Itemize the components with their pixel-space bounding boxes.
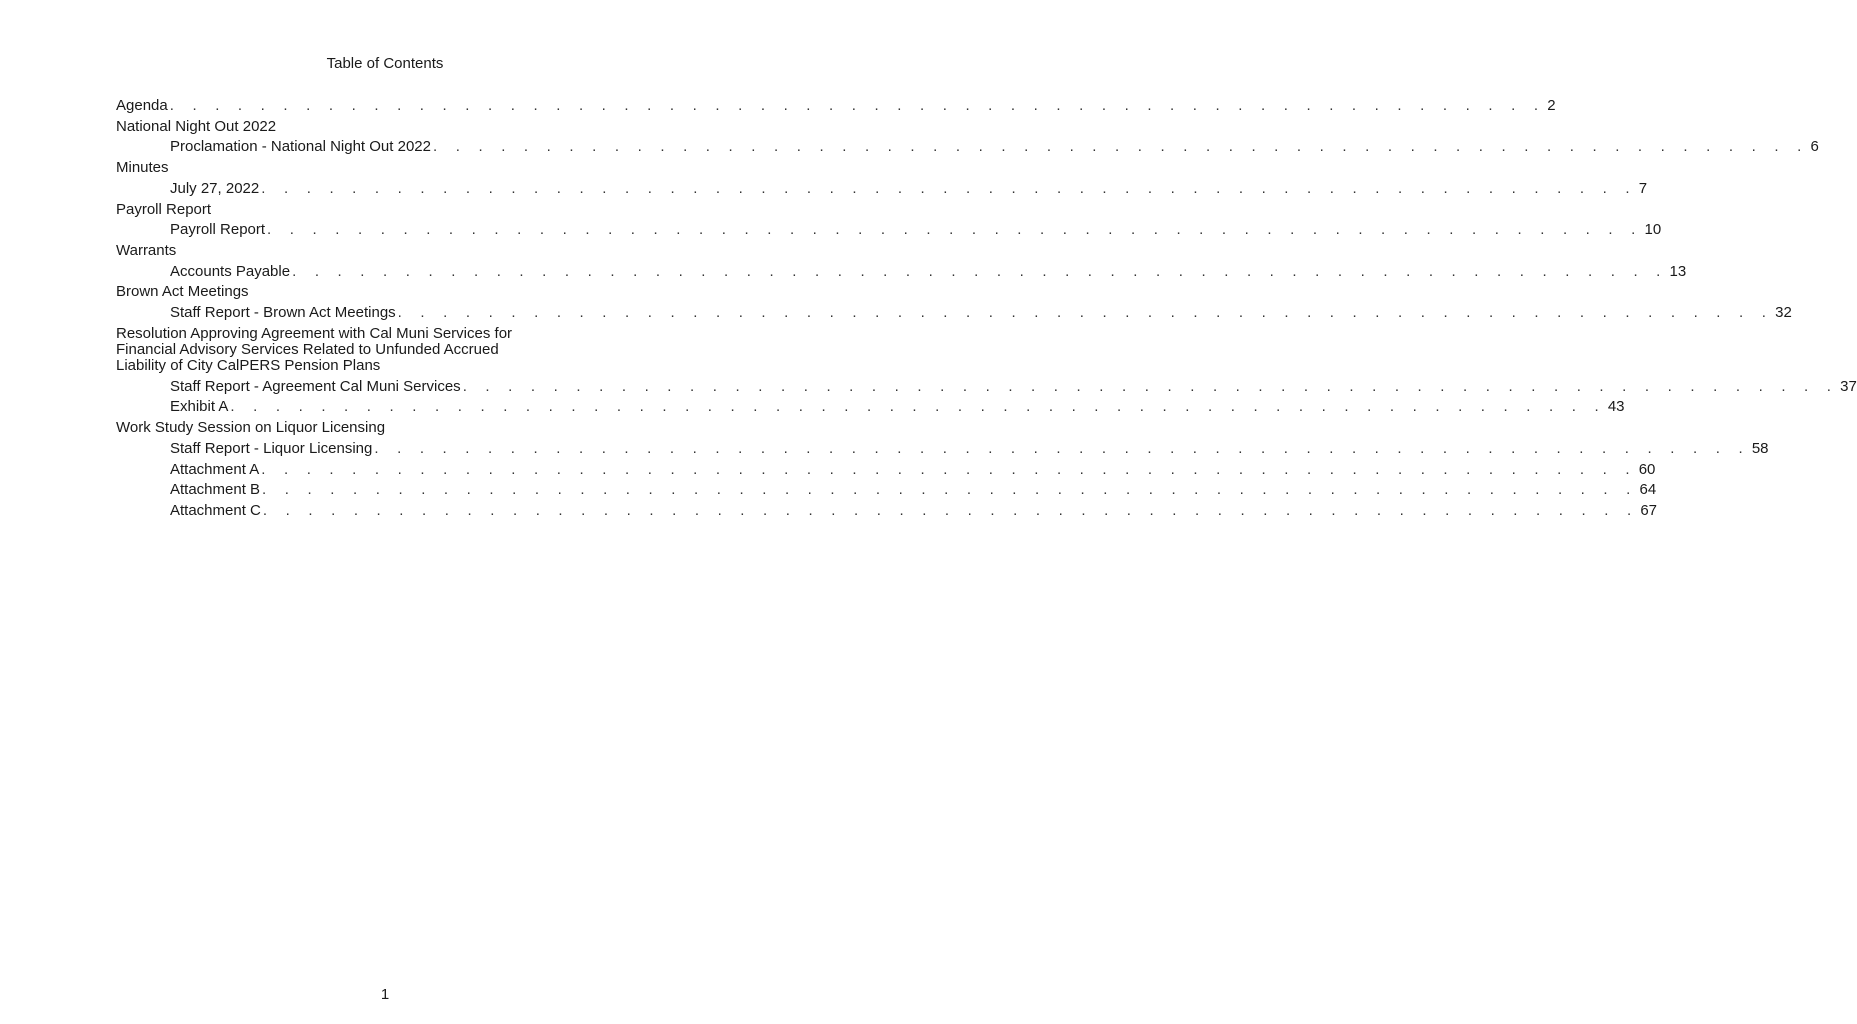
toc-section-heading: National Night Out 2022 xyxy=(116,117,277,135)
toc-section-heading: Minutes xyxy=(116,159,169,177)
dot-leader: . . . . . . . . . . . . . . . . . . . . . . . . . . . . . . . . . . . . . . . . . . . . . . . . . . . . . . . . . . . . . xyxy=(169,97,1546,114)
dot-leader: . . . . . . . . . . . . . . . . . . . . . . . . . . . . . . . . . . . . . . . . . . . . . . . . . . . . . . . . . . . . . xyxy=(292,262,1668,280)
toc-entry-label: Accounts Payable xyxy=(170,262,291,280)
dot-leader: . . . . . . . . . . . . . . . . . . . . . . . . . . . . . . . . . . . . . . . . . . . . . . . . . . . . . . . . . . . . . xyxy=(230,398,1606,416)
dot-leader: . . . . . . . . . . . . . . . . . . . . . . . . . . . . . . . . . . . . . . . . . . . . . . . . . . . . . . . . . . . . . xyxy=(262,501,1639,519)
dot-leader: . . . . . . . . . . . . . . . . . . . . . . . . . . . . . . . . . . . . . . . . . . . . . . . . . . . . . . . . . . . . . xyxy=(432,138,1809,156)
toc-entry[interactable] xyxy=(116,179,1648,200)
toc-entry[interactable] xyxy=(116,303,1792,324)
toc-entry-page: 43 xyxy=(1607,398,1625,416)
toc-entry-page: 13 xyxy=(1669,262,1687,280)
dot-leader: . . . . . . . . . . . . . . . . . . . . . . . . . . . . . . . . . . . . . . . . . . . . . . . . . . . . . . . . . . . . . xyxy=(462,377,1839,395)
dot-leader: . . . . . . . . . . . . . . . . . . . . . . . . . . . . . . . . . . . . . . . . . . . . . . . . . . . . . . . . . . . . . xyxy=(374,439,1750,457)
toc-entry[interactable] xyxy=(116,137,1819,158)
dot-leader: . . . . . . . . . . . . . . . . . . . . . . . . . . . . . . . . . . . . . . . . . . . . . . . . . . . . . . . . . . . . . xyxy=(261,460,1637,478)
toc-entry-page: 58 xyxy=(1751,439,1769,457)
toc-section-heading: Work Study Session on Liquor Licensing xyxy=(116,419,386,437)
toc-section-heading: Resolution Approving Agreement with Cal Muni Services for Financial Advisory Services Related to Unfunded Accrued Liability of City CalPERS Pension Plans xyxy=(116,324,513,374)
toc-entry-label: Exhibit A xyxy=(170,398,229,416)
toc-entry-label: Attachment A xyxy=(170,460,260,478)
toc-entry-label: Staff Report - Agreement Cal Muni Services xyxy=(170,377,461,395)
toc-section-heading: Payroll Report xyxy=(116,200,212,218)
toc-entry-label: Attachment C xyxy=(170,501,261,519)
toc-entry-page: 7 xyxy=(1638,179,1648,197)
toc-entry-page: 67 xyxy=(1640,501,1658,519)
toc-entry-label: Attachment B xyxy=(170,481,261,499)
toc-entry-page: 32 xyxy=(1775,304,1792,322)
toc-entry[interactable] xyxy=(116,460,1656,481)
toc-entry-label: July 27, 2022 xyxy=(170,179,260,197)
toc-entry-label: Staff Report - Brown Act Meetings xyxy=(170,304,396,322)
toc-entry[interactable] xyxy=(116,501,1658,522)
dot-leader: . . . . . . . . . . . . . . . . . . . . . . . . . . . . . . . . . . . . . . . . . . . . . . . . . . . . . . . . . . . . . xyxy=(267,221,1643,239)
dot-leader: . . . . . . . . . . . . . . . . . . . . . . . . . . . . . . . . . . . . . . . . . . . . . . . . . . . . . . . . . . . . . xyxy=(261,179,1637,197)
toc-entry-label: Proclamation - National Night Out 2022 xyxy=(170,138,431,156)
toc-entry[interactable] xyxy=(116,377,1857,398)
toc-entry-label: Agenda xyxy=(116,97,168,114)
dot-leader: . . . . . . . . . . . . . . . . . . . . . . . . . . . . . . . . . . . . . . . . . . . . . . . . . . . . . . . . . . . . . xyxy=(397,304,1774,322)
toc-entry[interactable] xyxy=(116,480,1657,501)
dot-leader: . . . . . . . . . . . . . . . . . . . . . . . . . . . . . . . . . . . . . . . . . . . . . . . . . . . . . . . . . . . . . xyxy=(262,481,1638,499)
toc-section-heading: Brown Act Meetings xyxy=(116,283,249,301)
toc-entry-page: 10 xyxy=(1644,221,1662,239)
toc-entry[interactable] xyxy=(116,439,1769,460)
toc-entry[interactable] xyxy=(116,397,1625,418)
toc-entry-page: 64 xyxy=(1639,481,1657,499)
toc-entry-page: 37 xyxy=(1840,377,1857,395)
toc-section-heading: Warrants xyxy=(116,241,177,259)
toc-entry-page: 2 xyxy=(1547,97,1556,114)
toc-entry[interactable] xyxy=(116,262,1687,283)
table-of-contents xyxy=(116,96,1857,522)
toc-entry-label: Staff Report - Liquor Licensing xyxy=(170,439,373,457)
toc-entry-label: Payroll Report xyxy=(170,221,266,239)
toc-entry-agenda[interactable] xyxy=(116,96,1556,117)
toc-title: Table of Contents xyxy=(326,55,444,72)
toc-entry-page: 6 xyxy=(1810,138,1819,156)
toc-entry[interactable] xyxy=(116,220,1662,241)
page-number: 1 xyxy=(380,986,390,1003)
toc-entry-page: 60 xyxy=(1638,460,1656,478)
